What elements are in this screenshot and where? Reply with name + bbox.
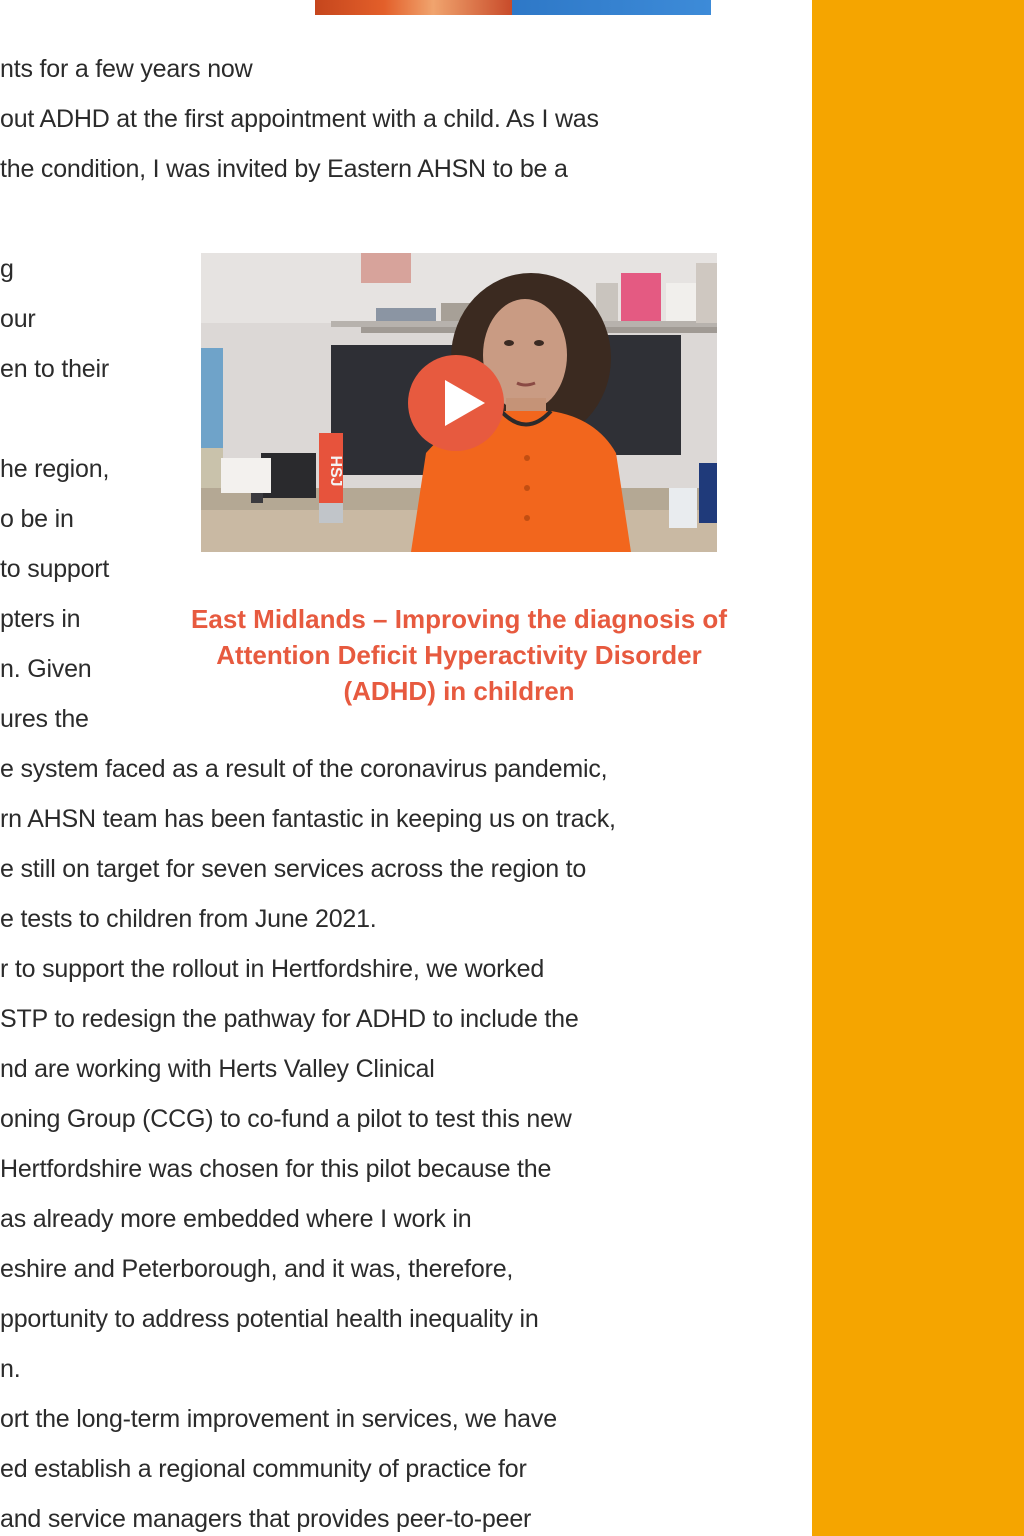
- body-line: n. Given: [0, 655, 92, 683]
- body-line: our: [0, 305, 36, 333]
- body-line: e tests to children from June 2021.: [0, 905, 377, 933]
- body-line: e system faced as a result of the coronavirus pandemic,: [0, 755, 608, 783]
- body-line: ort the long-term improvement in services, we have: [0, 1405, 557, 1433]
- play-button[interactable]: [408, 355, 504, 451]
- body-line: oning Group (CCG) to co-fund a pilot to test this new: [0, 1105, 572, 1133]
- body-line: r to support the rollout in Hertfordshire, we worked: [0, 955, 545, 983]
- body-line: pters in: [0, 605, 81, 633]
- body-line: STP to redesign the pathway for ADHD to include the: [0, 1005, 579, 1033]
- body-line: nd are working with Herts Valley Clinical: [0, 1055, 435, 1083]
- body-line: to support: [0, 555, 110, 583]
- body-line: o be in: [0, 505, 74, 533]
- body-line: rn AHSN team has been fantastic in keeping us on track,: [0, 805, 616, 833]
- body-line: n.: [0, 1355, 21, 1383]
- body-line: he region,: [0, 455, 110, 483]
- body-line: pportunity to address potential health inequality in: [0, 1305, 539, 1333]
- body-line: eshire and Peterborough, and it was, therefore,: [0, 1255, 514, 1283]
- body-line: the condition, I was invited by Eastern AHSN to be a: [0, 155, 568, 183]
- body-line: ed establish a regional community of practice for: [0, 1455, 527, 1483]
- body-line: g: [0, 255, 14, 283]
- body-line: en to their: [0, 355, 109, 383]
- play-icon: [445, 380, 485, 426]
- body-line: nts for a few years now: [0, 55, 253, 83]
- body-line: as already more embedded where I work in: [0, 1205, 472, 1233]
- header-image: [315, 0, 711, 15]
- body-line: and service managers that provides peer-to-peer: [0, 1505, 532, 1533]
- body-line: ures the: [0, 705, 89, 733]
- body-line: Hertfordshire was chosen for this pilot because the: [0, 1155, 552, 1183]
- video-caption: East Midlands – Improving the diagnosis of Attention Deficit Hyperactivity Disorder (ADHD) in children: [191, 604, 727, 706]
- mug-label: HSJ: [327, 455, 344, 487]
- sidebar-panel: [812, 0, 1024, 1536]
- body-line: out ADHD at the first appointment with a child. As I was: [0, 105, 599, 133]
- body-line: e still on target for seven services across the region to: [0, 855, 587, 883]
